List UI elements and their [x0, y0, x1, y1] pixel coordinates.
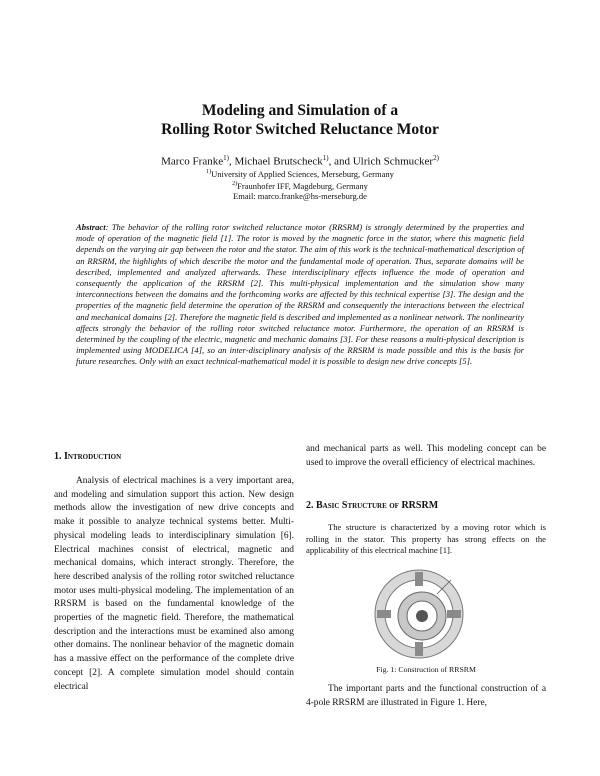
abstract — [76, 222, 524, 368]
contact-email[interactable]: Email: marco.franke@hs-merseburg.de — [233, 191, 367, 201]
stator-pole-right — [447, 610, 461, 618]
affiliation-1: $^{1)}$University of Applied Sciences, Merseburg, Germany — [206, 168, 394, 179]
stator-pole-left — [377, 610, 391, 618]
author-1-affiliation-mark: 1) — [223, 154, 229, 162]
stator-pole-bottom — [415, 642, 423, 656]
rotor-shaft — [416, 610, 428, 622]
affiliation-2: $^{2)}$Fraunhofer IFF, Magdeburg, Germany — [232, 180, 368, 191]
section-2-paragraph-2: The important parts and the functional construction of a 4-pole RRSRM are illustrated in Figure 1. Here, — [306, 684, 546, 708]
section-1-heading: 1. Introduction — [54, 451, 122, 462]
author-1: Marco Franke — [161, 155, 224, 168]
section-2-heading: 2. Basic Structure of RRSRM — [306, 500, 439, 511]
section-2-paragraph: The structure is characterized by a moving rotor which is rolling in the stator. This property has strong effects on the applicability of this electrical machine [1]. — [306, 522, 546, 555]
author-3-affiliation-mark: 2) — [433, 154, 439, 162]
rrsrm-diagram — [371, 566, 467, 662]
author-list: Marco Franke$^{1)}$, Michael Brutscheck$^{1)}$, and Ulrich Schmucker$^{2)}$ — [161, 154, 439, 168]
section-1-continuation: and mechanical parts as well. This modeling concept can be used to improve the overall efficiency of electrical machines. — [306, 444, 546, 468]
paper-title-line-1: Modeling and Simulation of a — [201, 102, 399, 119]
figure-1-caption: Fig. 1: Construction of RRSRM — [376, 665, 476, 674]
stator-pole-top — [415, 572, 423, 586]
author-2: Michael Brutscheck — [234, 155, 323, 168]
section-1-paragraph: Analysis of electrical machines is a very important area, and modeling and simulation support this action. New design methods allow the investigation of new drive concepts and make it possible to analyze technical systems better. Multi-physical modeling leads to interdisciplinary simulation [6]. Electrical machines consist of electrical, magnetic and mechanical domains, which interact strongly. Therefore, the here described analysis of the rolling rotor switched reluctance motor uses multi-physical modeling. The implementation of an RRSRM is based on the fundamental knowledge of the properties of the magnetic field. Therefore, the mathematical description and the interactions must be examined also among other domains. The nonlinear behavior of the magnetic domain has a massive effect on the performance of the complete drive concept [2]. A complete simulation model should contain electrical — [54, 476, 294, 692]
author-2-affiliation-mark: 1) — [322, 154, 329, 162]
rrsrm-construction-figure — [371, 566, 467, 667]
author-3: Ulrich Schmucker — [352, 155, 434, 168]
abstract-label: Abstract — [76, 222, 106, 232]
abstract-text: : The behavior of the rolling rotor switched reluctance motor (RRSRM) is strongly determined by the properties and mode of operation of the magnetic field [1]. The rotor is moved by the magnetic force in the stator, where this magnetic field depends on the varying air gap between the rotor and the stator. The aim of this work is the technical-mathematical description of an RRSRM, the highlights of which describe the motor and the fundamental mode of operation. Thus, separate domains will be described, implemented and analyzed afterwards. These interdisciplinary effects influence the mode of operation and consequently the application of the RRSRM [2]. This multi-physical implementation and the simulation show many interconnections between the domains and the forthcoming works are affected by this technical expertise [3]. The design and the properties of the magnetic field determine the operation of the RRSRM and consequently the interactions between the electrical and mechanical domains [2]. Therefore the magnetic field is described and implemented as a nonlinear network. The nonlinearity affects strongly the behavior of the rolling rotor switched reluctance motor. Furthermore, the operation of an RRSRM is determined by the coupling of the electric, magnetic and mechanic domains [3]. For these reasons a multi-physical description is implemented using MODELICA [4], so an inter-disciplinary analysis of the RRSRM is made possible and this is the basis for future researches. Only with an exact technical-mathematical model it is possible to design new drive concepts [5]. — [76, 222, 524, 367]
paper-title-line-2: Rolling Rotor Switched Reluctance Motor — [161, 121, 439, 138]
